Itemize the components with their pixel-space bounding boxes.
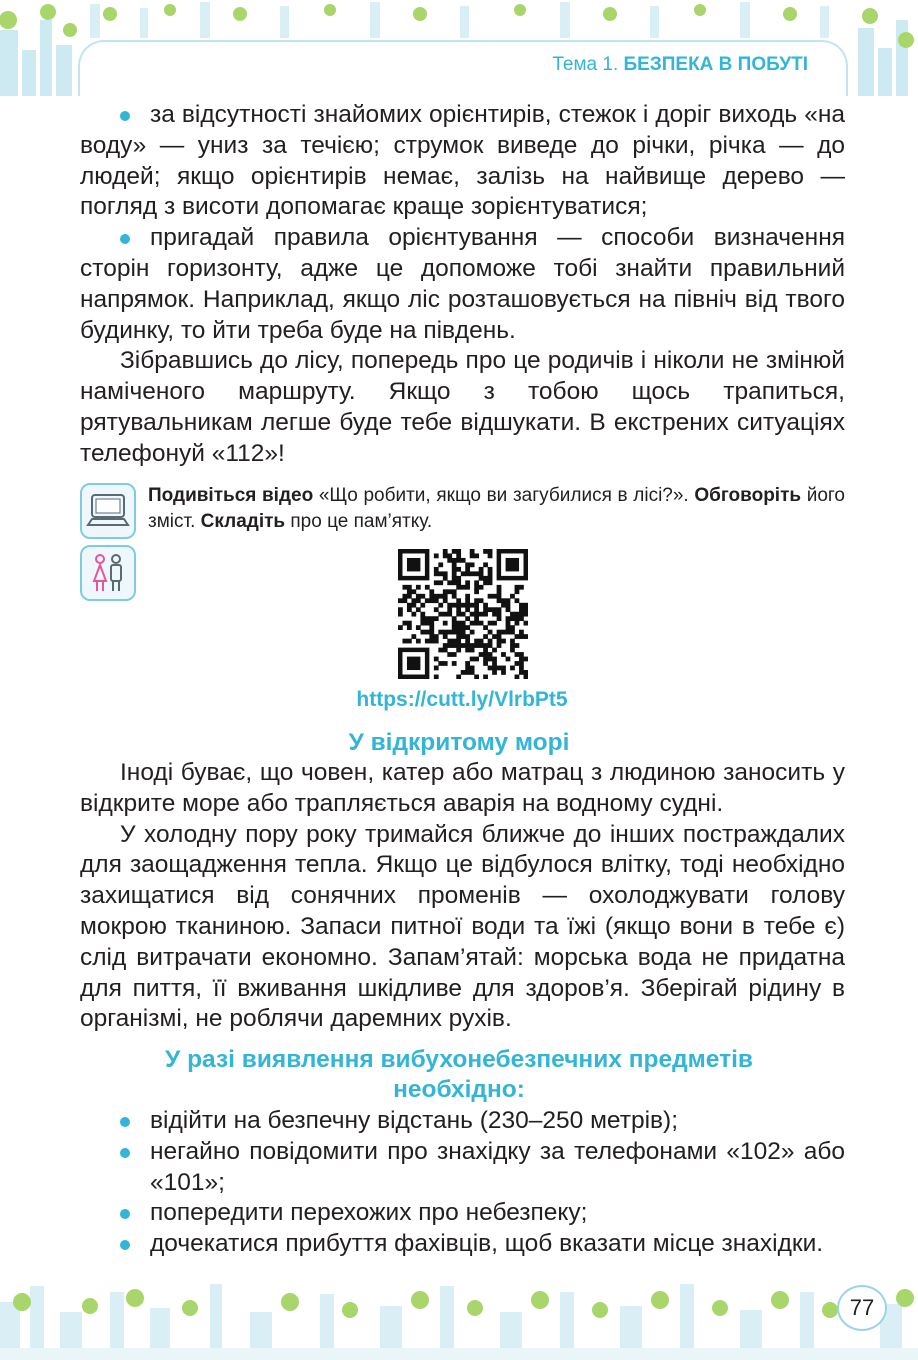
explosive-heading-line2: необхідно:: [393, 1076, 525, 1103]
bullet-dot-icon: [120, 234, 130, 244]
paragraph: У холодну пору року тримайся ближче до інших постраждалих для заощадження тепла. Якщо це відбулося влітку, тоді необхідно захищатися від сонячних променів — охолоджувати голову мокрою тканиною. Запаси питної води та їжі (якщо вони в тебе є) слід витрачати економно. Запам’ятай: морська вода не придатна для пиття, її вживання шкідливе для здоров’я. Зберігай рідину в організмі, не роблячи даремних рухів.: [80, 820, 845, 1033]
explosive-section: [80, 1106, 845, 1260]
bullet-item: попередити перехожих про небезпеку;: [80, 1198, 845, 1229]
bullet-item: дочекатися прибуття фахівців, щоб вказати місце знахідки.: [80, 1229, 845, 1260]
bullet-item: негайно повідомити про знахідку за телефонами «102» або «101»;: [80, 1137, 845, 1199]
task-instructions: Подивіться відео «Що робити, якщо ви загубилися в лісі?». Обговоріть його зміст. Складіть про це пам’ятку.: [148, 485, 845, 532]
sea-section: [80, 758, 845, 1035]
topic-title: БЕЗПЕКА В ПОБУТІ: [623, 54, 808, 75]
computer-icon: [80, 483, 136, 539]
city-landscape-decoration: [0, 1272, 918, 1360]
sea-heading: У відкритому морі: [348, 729, 570, 756]
forest-section: [80, 100, 845, 470]
bullet-item: відійти на безпечну відстань (230–250 метрів);: [80, 1106, 845, 1137]
group-work-icon: [80, 545, 136, 601]
video-link[interactable]: https://cutt.ly/VlrbPt5: [356, 688, 568, 711]
topic-header: [552, 54, 808, 76]
bullet-dot-icon: [120, 1117, 130, 1127]
qr-code-image: [398, 549, 528, 679]
paragraph: Зібравшись до лісу, попередь про це родичів і ніколи не змінюй наміченого маршруту. Якщо з тобою щось трапиться, рятувальникам легше буде тебе відшукати. В екстрених ситуаціях телефонуй «112»!: [80, 347, 845, 467]
explosive-heading-line1: У разі виявлення вибухонебезпечних предметів: [165, 1046, 753, 1073]
bullet-item: пригадай правила орієнтування — способи визначення сторін горизонту, адже це допоможе тобі знайти правильний напрямок. Наприклад, якщо ліс розташовується на північ від твого будинку, то йти треба буде на південь.: [80, 224, 845, 344]
qr-code[interactable]: [398, 549, 528, 679]
page-number: 77: [837, 1285, 887, 1331]
top-decoration: [0, 0, 918, 96]
bullet-dot-icon: [120, 1148, 130, 1158]
bullet-dot-icon: [120, 1209, 130, 1219]
topic-prefix: Тема 1.: [552, 54, 619, 75]
bullet-item: за відсутності знайомих орієнтирів, стежок і доріг виходь «на воду» — униз за течією; струмок виведе до річки, річка — до людей; якщо орієнтирів немає, залізь на найвище дерево — погляд з висоти допомагає краще зорієнтуватися;: [80, 101, 845, 221]
bullet-dot-icon: [120, 111, 130, 121]
paragraph: Іноді буває, що човен, катер або матрац з людиною заносить у відкрите море або трапляється аварія на водному судні.: [80, 759, 845, 817]
bullet-dot-icon: [120, 1240, 130, 1250]
bottom-decoration: [0, 1272, 918, 1360]
